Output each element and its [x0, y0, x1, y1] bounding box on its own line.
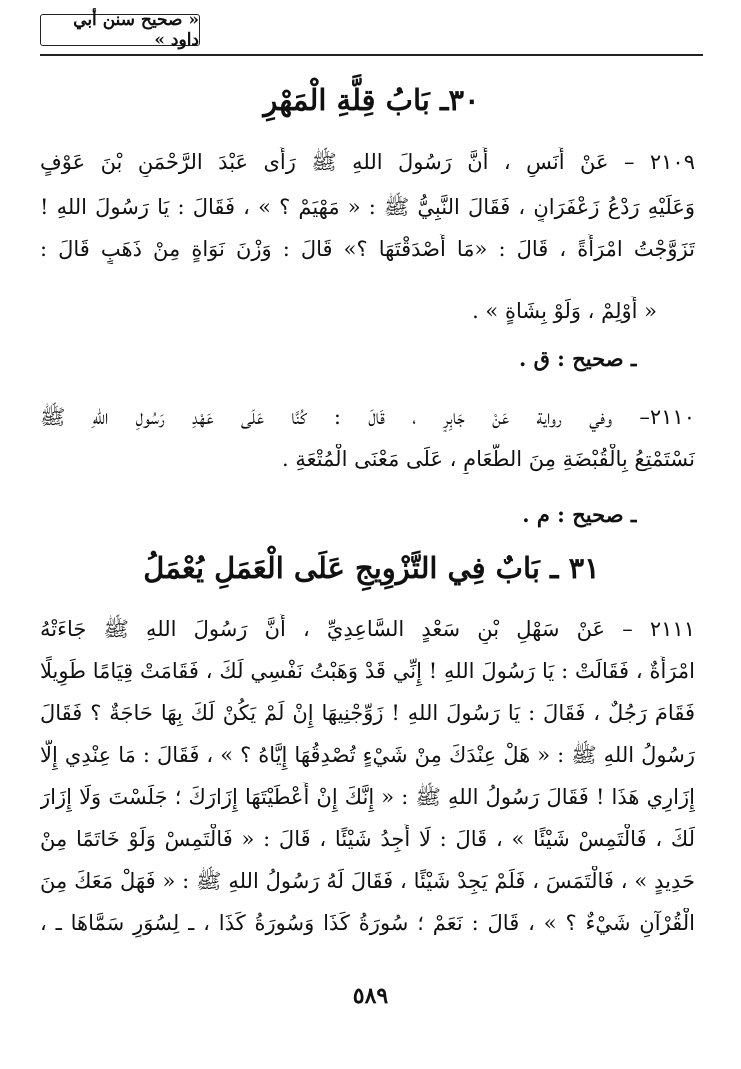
hadith-2111-line-2: امْرَأَةٌ ، فَقَالَتْ : يَا رَسُولَ اللهِ ! إِنِّي قَدْ وَهَبْتُ نَفْسِي لَكَ ، فَقَامَتْ قِيَامًا طَوِيلًا [40, 659, 695, 683]
hadith-2111-line-7: حَدِيدٍ » ، فَالْتَمَسَ ، فَلَمْ يَجِدْ شَيْئًا ، فَقَالَ لَهُ رَسُولُ اللهِ ﷺ : « فَهَلْ مَعَكَ مِنَ [40, 869, 695, 893]
page-number: ٥٨٩ [352, 983, 389, 1009]
hadith-2111-line-4: رَسُولُ اللهِ ﷺ : « هَلْ عِنْدَكَ مِنْ شَيْءٍ تُصْدِقُهَا إِيَّاهُ ؟ » ، فَقَالَ : مَا عِنْدِي إِلَّا [40, 743, 695, 767]
hadith-2111-line-5: إِزَارِي هَذَا ! فَقَالَ رَسُولُ اللهِ ﷺ : « إِنَّكَ إِنْ أَعْطَيْتَهَا إِزَارَكَ ؛ جَلَسْتَ وَلَا إِزَارَ [40, 785, 695, 809]
hadith-2110-line-1: ٢١١٠– وفي رواية عَنْ جَابِرٍ ، قَالَ : كُنَّا عَلَى عَهْدِ رَسُولِ اللهِ ﷺ [40, 405, 695, 429]
grading-2109: ـ صحيح : ق . [518, 346, 637, 371]
header-rule [40, 54, 703, 56]
chapter-heading-31: ٣١ ـ بَابٌ فِي التَّزْوِيجِ عَلَى الْعَمَلِ يُعْمَلُ [143, 551, 600, 585]
hadith-2111-line-3: فَقَامَ رَجُلٌ ، فَقَالَ : يَا رَسُولَ اللهِ ! زَوِّجْنِيهَا إِنْ لَمْ يَكُنْ لَكَ بِهَا حَاجَةٌ ؟ فَقَالَ [40, 701, 695, 725]
hadith-2110-line-2: نَسْتَمْتِعُ بِالْقُبْضَةِ مِنَ الطَّعَامِ ، عَلَى مَعْنَى الْمُتْعَةِ . [281, 447, 695, 471]
chapter-heading-30: ٣٠ـ بَابُ قِلَّةِ الْمَهْرِ [263, 83, 480, 117]
grading-2110: ـ صحيح : م . [522, 502, 637, 527]
hadith-2109-line-2: وَعَلَيْهِ رَدْعُ زَعْفَرَانٍ ، فَقَالَ النَّبِيُّ ﷺ : « مَهْيَمْ ؟ » ، فَقَالَ : يَا رَسُولَ اللهِ ! [40, 195, 695, 219]
hadith-2109-line-3: تَزَوَّجْتُ امْرَأَةً ، قَالَ : «مَا أَصْدَقْتَهَا ؟» قَالَ : وَزْنَ نَوَاةٍ مِنْ ذَهَبٍ قَالَ : [40, 237, 695, 261]
hadith-2111-line-6: لَكَ ، فَالْتَمِسْ شَيْئًا » ، قَالَ : لَا أَجِدُ شَيْئًا ، قَالَ : « فَالْتَمِسْ وَلَوْ خَاتَمًا مِنْ [40, 827, 695, 851]
hadith-2109-line-4: « أَوْلِمْ ، وَلَوْ بِشَاةٍ » . [472, 299, 657, 323]
running-head: « صحيح سنن أبي داود » [40, 14, 200, 46]
hadith-2109-line-1: ٢١٠٩ – عَنْ أَنَسٍ ، أَنَّ رَسُولَ اللهِ ﷺ رَأَى عَبْدَ الرَّحْمَنِ بْنَ عَوْفٍ [40, 150, 695, 174]
hadith-2111-line-1: ٢١١١ – عَنْ سَهْلِ بْنِ سَعْدٍ السَّاعِدِيِّ ، أَنَّ رَسُولَ اللهِ ﷺ جَاءَتْهُ [40, 617, 695, 641]
hadith-2111-line-8: الْقُرْآنِ شَيْءٌ ؟ » ، قَالَ : نَعَمْ ؛ سُورَةُ كَذَا وَسُورَةُ كَذَا ، ـ لِسُوَرٍ سَمَّاهَا ـ ، [40, 911, 695, 935]
